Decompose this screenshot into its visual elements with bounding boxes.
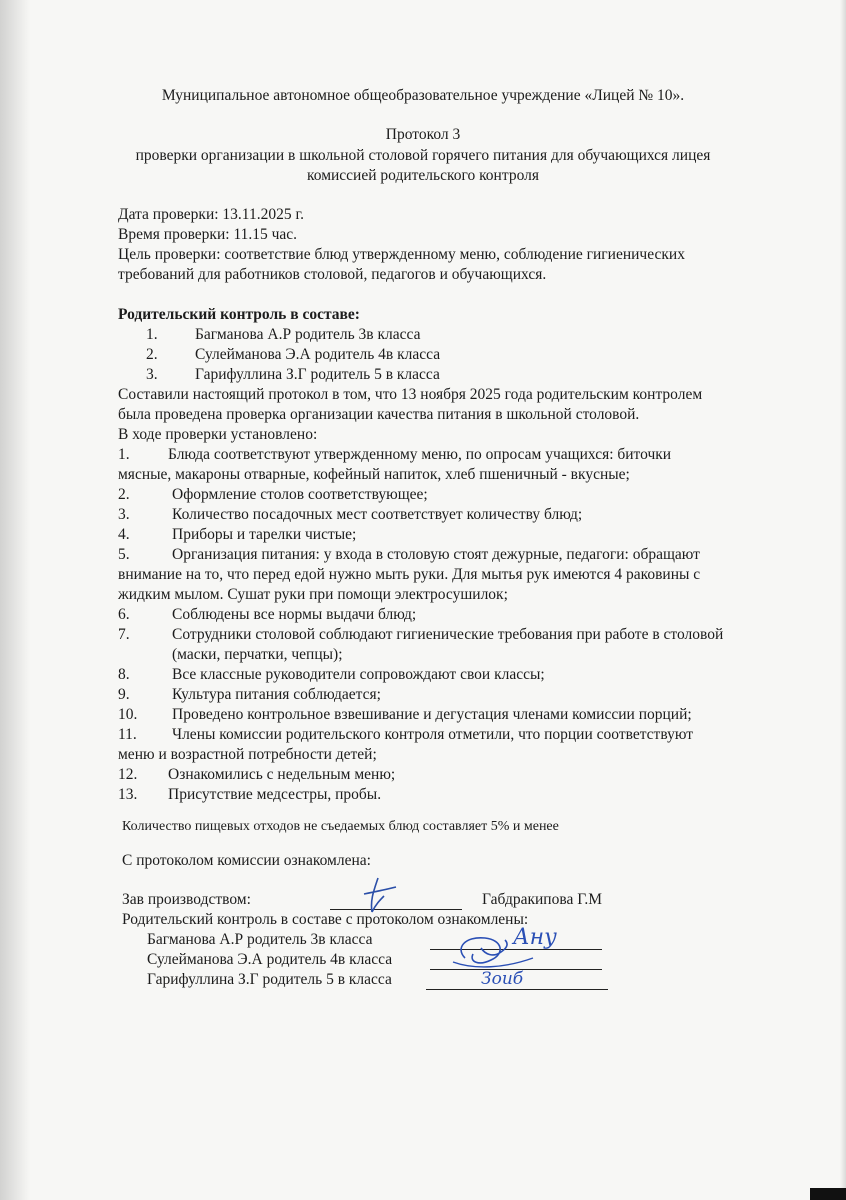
committee-member: Багманова А.Р родитель 3в класса bbox=[195, 326, 421, 343]
finding-text: Все классные руководители сопровождают свои классы; bbox=[172, 666, 545, 683]
finding-number: 8. bbox=[118, 666, 130, 683]
inspection-time: Время проверки: 11.15 час. bbox=[118, 226, 298, 243]
manager-label: Зав производством: bbox=[122, 891, 251, 908]
parents-heading: Родительский контроль в составе с протоколом ознакомлены: bbox=[122, 911, 529, 928]
finding-text: жидким мылом. Сушат руки при помощи электросушилок; bbox=[118, 586, 508, 603]
finding-text: Присутствие медсестры, пробы. bbox=[168, 786, 382, 803]
protocol-subtitle-line1: проверки организации в школьной столовой горячего питания для обучающихся лицея bbox=[135, 147, 711, 164]
finding-text: Ознакомились с недельным меню; bbox=[168, 766, 396, 783]
intro-line3: В ходе проверки установлено: bbox=[118, 426, 318, 443]
finding-number: 6. bbox=[118, 606, 130, 623]
protocol-title: Протокол 3 bbox=[385, 126, 461, 143]
committee-member-number: 3. bbox=[146, 366, 158, 383]
finding-number: 3. bbox=[118, 506, 130, 523]
handwritten-signature-2: Зоиб bbox=[481, 969, 524, 989]
protocol-subtitle-line2: комиссией родительского контроля bbox=[307, 167, 539, 184]
finding-text: Культура питания соблюдается; bbox=[172, 686, 381, 703]
parent-signatures-handwritten bbox=[445, 918, 575, 996]
finding-text: Организация питания: у входа в столовую стоят дежурные, педагоги: обращают bbox=[172, 546, 700, 563]
inspection-date: Дата проверки: 13.11.2025 г. bbox=[118, 206, 304, 223]
finding-text: меню и возрастной потребности детей; bbox=[118, 746, 377, 763]
finding-number: 7. bbox=[118, 626, 130, 643]
finding-text: Проведено контрольное взвешивание и дегустация членами комиссии порций; bbox=[172, 706, 692, 723]
inspection-goal-line1: Цель проверки: соответствие блюд утвержденному меню, соблюдение гигиенических bbox=[118, 246, 685, 263]
handwritten-signature-1: Ану bbox=[513, 925, 557, 950]
finding-number: 1. bbox=[118, 446, 130, 463]
acquainted-note: С протоколом комиссии ознакомлена: bbox=[122, 852, 371, 869]
finding-text: Приборы и тарелки чистые; bbox=[172, 526, 357, 543]
finding-text: Члены комиссии родительского контроля отметили, что порции соответствуют bbox=[172, 726, 694, 743]
finding-text: Сотрудники столовой соблюдают гигиенические требования при работе в столовой bbox=[172, 626, 724, 643]
manager-name: Габдракипова Г.М bbox=[482, 891, 603, 908]
parent-signature-name: Багманова А.Р родитель 3в класса bbox=[147, 931, 373, 948]
institution-name: Муниципальное автономное общеобразовательное учреждение «Лицей № 10». bbox=[161, 87, 685, 104]
finding-number: 12. bbox=[118, 766, 138, 783]
waste-note: Количество пищевых отходов не съедаемых блюд составляет 5% и менее bbox=[122, 819, 559, 834]
parent-signature-name: Сулейманова Э.А родитель 4в класса bbox=[147, 951, 393, 968]
committee-heading: Родительский контроль в составе: bbox=[118, 306, 360, 323]
intro-line1: Составили настоящий протокол в том, что 13 ноября 2025 года родительским контролем bbox=[118, 386, 703, 403]
committee-member: Сулейманова Э.А родитель 4в класса bbox=[195, 346, 441, 363]
committee-member: Гарифуллина З.Г родитель 5 в класса bbox=[195, 366, 440, 383]
intro-line2: была проведена проверка организации качества питания в школьной столовой. bbox=[118, 406, 640, 423]
finding-text: Блюда соответствуют утвержденному меню, по опросам учащихся: биточки bbox=[168, 446, 672, 463]
finding-number: 10. bbox=[118, 706, 138, 723]
finding-number: 5. bbox=[118, 546, 130, 563]
finding-number: 9. bbox=[118, 686, 130, 703]
finding-text: Соблюдены все нормы выдачи блюд; bbox=[172, 606, 417, 623]
finding-number: 2. bbox=[118, 486, 130, 503]
finding-text: внимание на то, что перед едой нужно мыть руки. Для мытья рук имеются 4 раковины с bbox=[118, 566, 701, 583]
committee-member-number: 2. bbox=[146, 346, 158, 363]
finding-number: 11. bbox=[118, 726, 137, 743]
finding-number: 13. bbox=[118, 786, 138, 803]
finding-text: (маски, перчатки, чепцы); bbox=[172, 646, 343, 663]
finding-text: Оформление столов соответствующее; bbox=[172, 486, 428, 503]
finding-number: 4. bbox=[118, 526, 130, 543]
committee-member-number: 1. bbox=[146, 326, 158, 343]
finding-text: мясные, макароны отварные, кофейный напиток, хлеб пшеничный - вкусные; bbox=[118, 466, 630, 483]
inspection-goal-line2: требований для работников столовой, педагогов и обучающихся. bbox=[118, 266, 547, 283]
scan-corner-mark bbox=[810, 1188, 846, 1200]
parent-signature-name: Гарифуллина З.Г родитель 5 в класса bbox=[147, 971, 392, 988]
finding-text: Количество посадочных мест соответствует количеству блюд; bbox=[172, 506, 583, 523]
